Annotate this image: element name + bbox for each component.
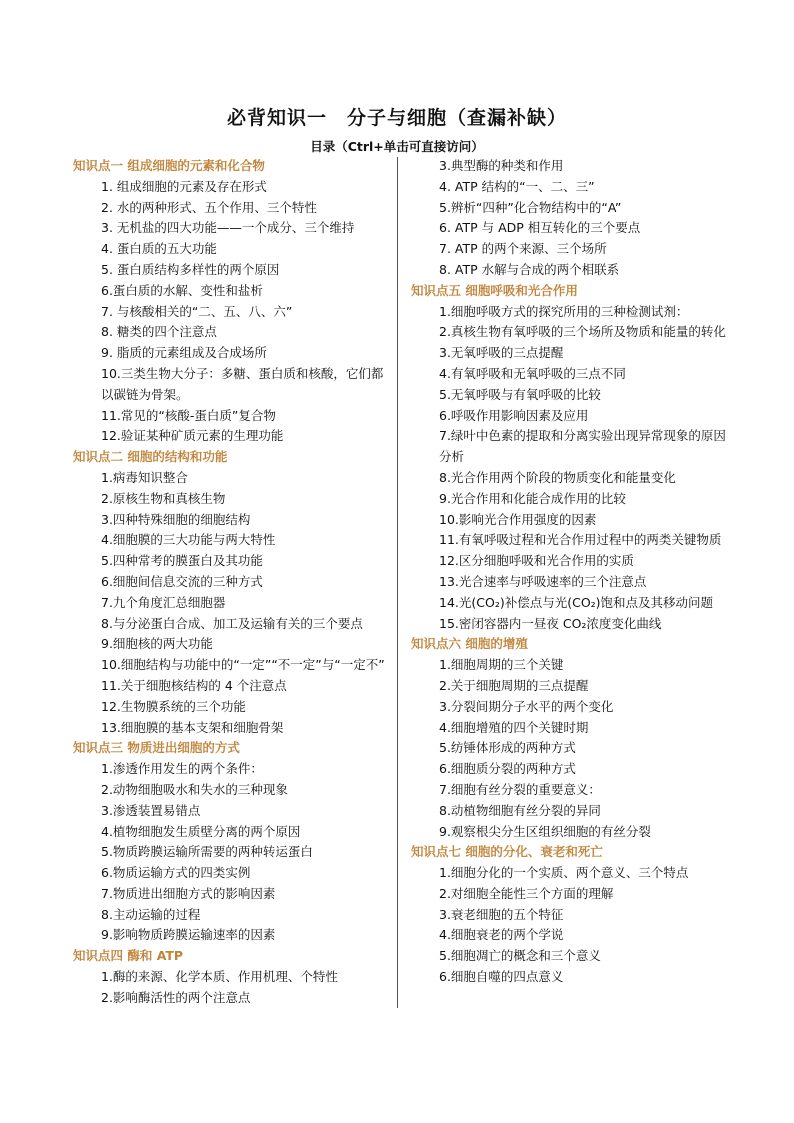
toc-link[interactable]: 5.细胞凋亡的概念和三个意义 — [439, 948, 601, 964]
section-heading[interactable]: 知识点七 细胞的分化、衰老和死亡 — [411, 844, 603, 860]
toc-link[interactable]: 9.细胞核的两大功能 — [101, 636, 213, 652]
toc-link[interactable]: 5.无氧呼吸与有氧呼吸的比较 — [439, 386, 601, 402]
toc-link[interactable]: 3.渗透装置易错点 — [101, 802, 201, 818]
toc-link[interactable]: 8.动植物细胞有丝分裂的异同 — [439, 802, 601, 818]
toc-link[interactable]: 4.细胞增殖的四个关键时期 — [439, 719, 589, 735]
toc-link[interactable]: 12.生物膜系统的三个功能 — [101, 698, 246, 714]
toc-link[interactable]: 9.观察根尖分生区组织细胞的有丝分裂 — [439, 823, 651, 839]
toc-right-column — [411, 156, 729, 988]
toc-link[interactable]: 5.纺锤体形成的两种方式 — [439, 740, 576, 756]
toc-link[interactable]: 1.细胞呼吸方式的探究所用的三种检测试剂： — [439, 303, 689, 319]
toc-link[interactable]: 12.区分细胞呼吸和光合作用的实质 — [439, 553, 634, 569]
toc-link[interactable]: 2.对细胞全能性三个方面的理解 — [439, 885, 614, 901]
toc-link[interactable]: 5.物质跨膜运输所需要的两种转运蛋白 — [101, 844, 313, 860]
toc-link[interactable]: 9. 脂质的元素组成及合成场所 — [101, 345, 267, 361]
toc-link[interactable]: 1.细胞分化的一个实质、两个意义、三个特点 — [439, 865, 689, 881]
toc-link[interactable]: 4.植物细胞发生质壁分离的两个原因 — [101, 823, 301, 839]
toc-link[interactable]: 6.物质运输方式的四类实例 — [101, 865, 251, 881]
toc-link[interactable]: 8.与分泌蛋白合成、加工及运输有关的三个要点 — [101, 615, 363, 631]
toc-link[interactable]: 4.细胞膜的三大功能与两大特性 — [101, 532, 276, 548]
toc-link[interactable]: 6.蛋白质的水解、变性和盐析 — [101, 282, 263, 298]
toc-link[interactable]: 3. 无机盐的四大功能——一个成分、三个维持 — [101, 220, 355, 236]
toc-link[interactable]: 15.密闭容器内一昼夜 CO₂浓度变化曲线 — [439, 615, 662, 631]
toc-link[interactable]: 8. ATP 水解与合成的两个相联系 — [439, 261, 620, 277]
section-heading[interactable]: 知识点四 酶和 ATP — [73, 948, 184, 964]
toc-link[interactable]: 9.光合作用和化能合成作用的比较 — [439, 490, 626, 506]
toc-link[interactable]: 1.酶的来源、化学本质、作用机理、个特性 — [101, 969, 338, 985]
toc-link[interactable]: 5. 蛋白质结构多样性的两个原因 — [101, 261, 280, 277]
toc-link[interactable]: 3.分裂间期分子水平的两个变化 — [439, 698, 614, 714]
toc-link[interactable]: 1.渗透作用发生的两个条件： — [101, 761, 263, 777]
toc-link[interactable]: 7. 与核酸相关的“二、五、八、六” — [101, 303, 293, 319]
toc-link[interactable]: 7. ATP 的两个来源、三个场所 — [439, 241, 607, 257]
toc-link[interactable]: 2.动物细胞吸水和失水的三种现象 — [101, 781, 288, 797]
toc-link[interactable]: 4.有氧呼吸和无氧呼吸的三点不同 — [439, 365, 626, 381]
toc-link[interactable]: 3.典型酶的种类和作用 — [439, 158, 564, 173]
section-heading[interactable]: 知识点一 组成细胞的元素和化合物 — [73, 158, 265, 173]
toc-link[interactable]: 6. ATP 与 ADP 相互转化的三个要点 — [439, 220, 641, 236]
column-divider — [397, 157, 398, 1008]
toc-link[interactable]: 14.光(CO₂)补偿点与光(CO₂)饱和点及其移动问题 — [439, 594, 714, 610]
toc-link[interactable]: 4. ATP 结构的“一、二、三” — [439, 178, 595, 194]
toc-link[interactable]: 10.影响光合作用强度的因素 — [439, 511, 597, 527]
section-heading[interactable]: 知识点二 细胞的结构和功能 — [73, 449, 228, 465]
toc-link[interactable]: 11.关于细胞核结构的 4 个注意点 — [101, 677, 287, 693]
toc-link[interactable]: 13.光合速率与呼吸速率的三个注意点 — [439, 573, 647, 589]
toc-link[interactable]: 6.呼吸作用影响因素及应用 — [439, 407, 589, 423]
toc-link[interactable]: 9.影响物质跨膜运输速率的因素 — [101, 927, 276, 943]
toc-link[interactable]: 3.无氧呼吸的三点提醒 — [439, 345, 564, 361]
toc-title: 目录（Ctrl+单击可直接访问） — [310, 139, 484, 154]
toc-link[interactable]: 4. 蛋白质的五大功能 — [101, 241, 217, 257]
toc-link[interactable]: 2.真核生物有氧呼吸的三个场所及物质和能量的转化 — [439, 324, 726, 340]
toc-link[interactable]: 2.原核生物和真核生物 — [101, 490, 226, 506]
toc-link[interactable]: 7.物质进出细胞方式的影响因素 — [101, 885, 276, 901]
section-heading[interactable]: 知识点六 细胞的增殖 — [411, 636, 528, 652]
toc-link[interactable]: 6.细胞质分裂的两种方式 — [439, 761, 576, 777]
page-title: 必背知识一 分子与细胞（查漏补缺） — [226, 107, 567, 129]
toc-link[interactable]: 3.衰老细胞的五个特征 — [439, 906, 564, 922]
toc-link[interactable]: 8. 糖类的四个注意点 — [101, 324, 217, 340]
toc-link[interactable]: 7.细胞有丝分裂的重要意义： — [439, 781, 601, 797]
toc-link[interactable]: 3.四种特殊细胞的细胞结构 — [101, 511, 251, 527]
toc-link[interactable]: 4.细胞衰老的两个学说 — [439, 927, 564, 943]
toc-link[interactable]: 6.细胞间信息交流的三种方式 — [101, 573, 263, 589]
toc-left-column — [73, 156, 391, 1009]
toc-link[interactable]: 1.病毒知识整合 — [101, 469, 188, 485]
section-heading[interactable]: 知识点五 细胞呼吸和光合作用 — [411, 282, 578, 298]
toc-link[interactable]: 11.常见的“核酸-蛋白质”复合物 — [101, 407, 276, 423]
toc-link[interactable]: 2.影响酶活性的两个注意点 — [101, 989, 251, 1005]
toc-link[interactable]: 12.验证某种矿质元素的生理功能 — [101, 428, 284, 444]
toc-link[interactable]: 10.细胞结构与功能中的“一定”“不一定”与“一定不” — [101, 657, 385, 673]
toc-link[interactable]: 2. 水的两种形式、五个作用、三个特性 — [101, 199, 317, 215]
toc-link[interactable]: 1. 组成细胞的元素及存在形式 — [101, 178, 267, 194]
toc-link[interactable]: 5.四种常考的膜蛋白及其功能 — [101, 553, 263, 569]
toc-link[interactable]: 5.辨析“四种”化合物结构中的“A” — [439, 199, 622, 215]
toc-link[interactable]: 2.关于细胞周期的三点提醒 — [439, 677, 589, 693]
toc-link[interactable]: 7.九个角度汇总细胞器 — [101, 594, 226, 610]
section-heading[interactable]: 知识点三 物质进出细胞的方式 — [73, 740, 240, 756]
toc-link[interactable]: 1.细胞周期的三个关键 — [439, 657, 564, 673]
toc-link[interactable]: 6.细胞自噬的四点意义 — [439, 969, 564, 985]
toc-link[interactable]: 8.主动运输的过程 — [101, 906, 201, 922]
toc-link[interactable]: 7.绿叶中色素的提取和分离实验出现异常现象的原因分析 — [439, 428, 726, 465]
toc-link[interactable]: 13.细胞膜的基本支架和细胞骨架 — [101, 719, 284, 735]
toc-link[interactable]: 11.有氧呼吸过程和光合作用过程中的两类关键物质 — [439, 532, 722, 548]
toc-link[interactable]: 8.光合作用两个阶段的物质变化和能量变化 — [439, 469, 676, 485]
toc-link[interactable]: 10.三类生物大分子：多糖、蛋白质和核酸，它们都以碳链为骨架。 — [101, 365, 384, 402]
